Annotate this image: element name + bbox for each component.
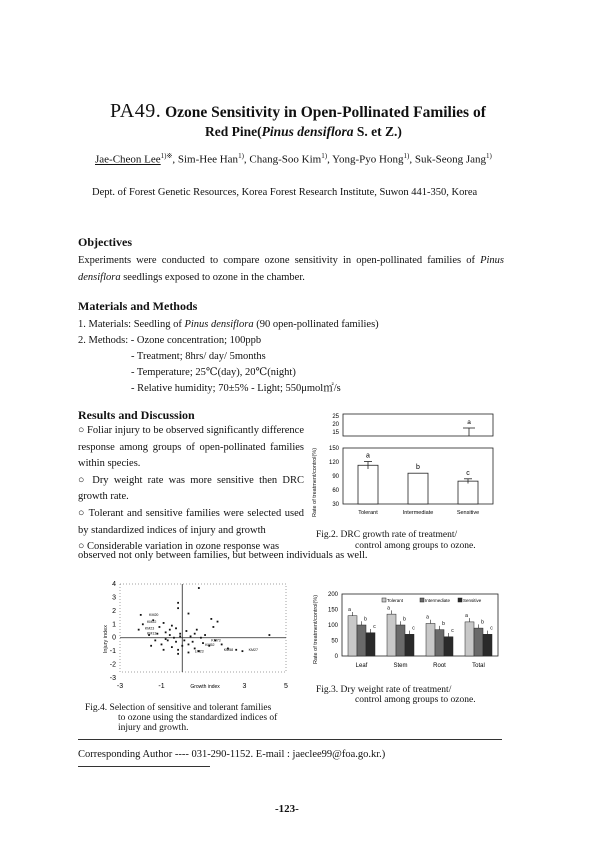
author-2: Sim-Hee Han xyxy=(177,153,239,166)
title-line-2 xyxy=(205,124,402,140)
fig2-letter: a xyxy=(366,452,370,460)
fig4-caption-2: to ozone using the standardized indices of xyxy=(118,713,278,723)
fig4-point xyxy=(177,653,179,655)
fig2-letter: b xyxy=(416,464,420,472)
fig4-point xyxy=(163,649,165,651)
fig2-letter: c xyxy=(466,469,470,477)
methods-species: Pinus densiflora xyxy=(184,319,254,330)
fig4-ytick-label: -3 xyxy=(109,675,116,682)
fig4-xtick-label: -3 xyxy=(116,683,124,690)
fig4-point xyxy=(217,621,219,623)
fig4-caption-3: injury and growth. xyxy=(118,723,189,733)
author-3: Chang-Soo Kim xyxy=(249,153,322,166)
fig3-ytick-label: 0 xyxy=(334,654,338,660)
title-species: Pinus densiflora xyxy=(261,124,354,139)
fig4-point xyxy=(156,633,158,635)
fig2-bar-tolerant xyxy=(358,465,378,504)
fig3-legend-label: Tolerant xyxy=(387,598,404,603)
objectives-text-pre: Experiments were conducted to compare ozone sensitivity in open-pollinated families of xyxy=(78,255,475,266)
fig3-letter: b xyxy=(481,619,484,626)
author-1-sup: 1)※ xyxy=(160,152,173,160)
fig4-point-label: KM20 xyxy=(149,613,159,618)
fig3-legend-swatch xyxy=(382,598,386,602)
methods-heading: Materials and Methods xyxy=(78,299,198,313)
methods-line-2: 2. Methods: - Ozone concentration; 100ppb xyxy=(78,335,262,346)
author-5: Suk-Seong Jang xyxy=(414,153,487,166)
fig4-point xyxy=(210,618,212,620)
fig4-point xyxy=(167,640,169,642)
fig3-letter: c xyxy=(373,624,376,631)
fig4-point xyxy=(169,634,171,636)
fig4-point xyxy=(169,629,171,631)
fig3-xtick-label: Stem xyxy=(393,663,408,669)
fig4-chart xyxy=(96,580,296,690)
fig3-xtick-label: Leaf xyxy=(355,663,368,669)
fig4-point xyxy=(175,627,177,629)
fig2-bar-sensitive xyxy=(458,481,478,504)
fig4-point xyxy=(171,625,173,627)
fig4-point xyxy=(150,645,152,647)
methods-line-5: - Relative humidity; 70±5% - Light; 550μmol㎡/s xyxy=(131,383,341,394)
fig3-bar xyxy=(435,630,444,656)
fig4-point xyxy=(183,640,185,642)
fig4-point xyxy=(204,634,206,636)
objectives-heading: Objectives xyxy=(78,235,132,249)
fig4-point xyxy=(179,633,181,635)
fig3-letter: a xyxy=(426,614,429,621)
fig3-chart xyxy=(310,588,500,680)
footer-rule xyxy=(78,739,502,740)
fig3-xtick-label: Root xyxy=(433,663,446,669)
abstract-code: PA49. xyxy=(110,100,162,122)
fig4-point xyxy=(190,635,192,637)
fig4-point-label: KM52 xyxy=(205,642,215,647)
fig4-point xyxy=(181,645,183,647)
fig4-ytick-label: 0 xyxy=(112,634,116,642)
page-number: -123- xyxy=(275,803,299,815)
fig4-point xyxy=(173,637,175,639)
fig4-ytick-label: 2 xyxy=(112,607,116,615)
fig4-point xyxy=(192,641,194,643)
fig3-bar xyxy=(426,623,435,656)
fig4-point xyxy=(194,633,196,635)
results-bullet-4a: ○ Considerable variation in ozone response was xyxy=(78,541,280,553)
fig4-ytick-label: 1 xyxy=(112,621,116,629)
footer-rule-short xyxy=(78,766,210,767)
fig3-legend-swatch xyxy=(420,598,424,602)
fig3-letter: b xyxy=(364,616,367,623)
fig3-letter: a xyxy=(465,613,468,620)
fig4-point xyxy=(198,587,200,589)
title-line-1: Ozone Sensitivity in Open-Pollinated Families of xyxy=(165,104,486,121)
fig4-point xyxy=(179,635,181,637)
fig3-letter: b xyxy=(403,616,406,623)
fig3-letter: a xyxy=(348,606,351,613)
affiliation: Dept. of Forest Genetic Resources, Korea Forest Research Institute, Suwon 441-350, Korea xyxy=(92,187,478,198)
fig4-point xyxy=(188,652,190,654)
fig4-point xyxy=(177,607,179,609)
fig4-point xyxy=(242,650,244,652)
fig2-bar-intermediate xyxy=(408,473,428,504)
fig3-ytick-label: 200 xyxy=(327,592,338,598)
fig4-point xyxy=(171,646,173,648)
author-list: Jae-Cheon Lee$^{1)※}$, Sim-Hee Han$^{1)}$, Chang-Soo Kim$^{1)}$, Yong-Pyo Hong$^{1)}$, Suk-Seong Jang$^{1)}$ xyxy=(95,152,492,166)
methods-line1-pre: 1. Materials: Seedling of xyxy=(78,319,182,330)
fig4-point xyxy=(177,649,179,651)
fig3-legend-swatch xyxy=(458,598,462,602)
fig4-point-label: KM23 xyxy=(144,626,155,631)
methods-line1-post: (90 open-pollinated families) xyxy=(256,319,379,330)
author-2-sup: 1) xyxy=(238,152,244,160)
fig4-point-label: KM13 xyxy=(146,631,157,636)
fig4-point xyxy=(154,640,156,642)
fig3-letter: c xyxy=(490,625,493,632)
fig3-bar xyxy=(444,637,453,656)
fig3-legend-label: Sensitive xyxy=(463,598,482,603)
fig3-bar xyxy=(474,628,483,656)
title-line-2-post: S. et Z.) xyxy=(353,124,402,139)
fig4-point-label: KM22 xyxy=(146,619,157,624)
fig4-point-label: KM27 xyxy=(248,648,259,653)
fig2-upper-tick: 15 xyxy=(332,430,339,436)
objectives-text xyxy=(78,252,504,286)
fig3-letter: c xyxy=(412,625,415,632)
fig4-point xyxy=(235,649,237,651)
fig4-point xyxy=(159,626,161,628)
author-5-sup: 1) xyxy=(486,152,492,160)
methods-line-3: - Treatment; 8hrs/ day/ 5months xyxy=(131,351,266,362)
fig2-upper-letter: a xyxy=(467,419,471,426)
fig4-point-label: KM73 xyxy=(211,638,221,643)
fig3-letter: c xyxy=(451,628,454,635)
paper-title xyxy=(110,100,486,123)
fig4-ytick-label: -2 xyxy=(109,661,116,669)
fig4-xlabel: Growth index xyxy=(190,684,220,690)
fig4-point xyxy=(269,634,271,636)
fig3-letter: a xyxy=(387,605,390,612)
fig4-point xyxy=(221,644,223,646)
fig4-ytick-label: 3 xyxy=(112,594,116,602)
fig4-point xyxy=(202,642,204,644)
fig3-letter: b xyxy=(442,620,445,627)
fig2-upper-tick: 20 xyxy=(332,422,339,428)
fig2-ylabel: Rate of treatment/control(%) xyxy=(312,447,318,517)
fig4-point xyxy=(140,614,142,616)
fig3-bar xyxy=(465,622,474,656)
fig3-caption-2: control among groups to ozone. xyxy=(355,695,476,705)
fig4-point xyxy=(188,644,190,646)
objectives-text-post: seedlings exposed to ozone in the chamber. xyxy=(123,272,305,283)
fig4-xtick-label: -1 xyxy=(158,683,165,690)
fig3-xtick-label: Total xyxy=(472,663,485,669)
fig3-legend-label: Intermediate xyxy=(425,598,451,603)
results-bullet-1: ○ Foliar injury to be observed significantly difference response among groups of open-pollinated families within species. xyxy=(78,425,304,470)
fig2-chart xyxy=(310,408,505,524)
fig3-ytick-label: 100 xyxy=(327,623,338,629)
fig4-caption-1: Fig.4. Selection of sensitive and tolerant families xyxy=(85,703,272,713)
fig3-ylabel: Rate of treatment/control(%) xyxy=(313,594,319,664)
fig3-bar xyxy=(387,614,396,656)
author-4-sup: 1) xyxy=(403,152,410,160)
corresponding-author: Corresponding Author ---- 031-290-1152. E-mail : jaeclee99@foa.go.kr.) xyxy=(78,749,386,760)
fig2-ytick-label: 30 xyxy=(332,502,339,508)
fig4-xtick-label: 5 xyxy=(284,683,288,690)
fig3-bar xyxy=(405,634,414,656)
author-4: Yong-Pyo Hong xyxy=(332,153,404,166)
fig3-bar xyxy=(348,616,357,656)
fig4-point xyxy=(138,629,140,631)
fig2-ytick-label: 120 xyxy=(328,460,339,466)
results-bullets xyxy=(78,423,304,556)
fig4-point xyxy=(186,630,188,632)
fig2-ytick-label: 60 xyxy=(332,488,339,494)
fig2-xtick-label: Tolerant xyxy=(358,510,378,516)
fig4-point xyxy=(196,629,198,631)
results-bullet-3: ○ Tolerant and sensitive families were selected used by standardized indices of injury and growth xyxy=(78,507,304,536)
fig4-point xyxy=(163,622,165,624)
fig2-xtick-label: Sensitive xyxy=(456,510,480,516)
fig4-ytick-label: 4 xyxy=(112,581,116,588)
fig4-ylabel: Injury index xyxy=(103,625,109,654)
fig3-caption-1: Fig.3. Dry weight rate of treatment/ xyxy=(316,685,452,695)
results-bullet-2: ○ Dry weight rate was more sensitive then DRC growth rate. xyxy=(78,474,304,503)
fig4-point-label: LM23 xyxy=(194,649,204,654)
fig2-xtick-label: Intermediate xyxy=(402,510,434,516)
fig3-bar xyxy=(483,634,492,656)
fig3-bar xyxy=(396,625,405,656)
methods-materials xyxy=(78,316,508,333)
fig4-point xyxy=(165,638,167,640)
author-3-sup: 1) xyxy=(321,152,328,160)
fig4-ytick-label: -1 xyxy=(109,648,116,656)
fig2-upper-tick: 25 xyxy=(332,414,339,420)
fig4-point xyxy=(161,644,163,646)
fig3-bar xyxy=(357,625,366,656)
fig4-point-label: KM58 xyxy=(223,648,234,653)
fig3-ytick-label: 150 xyxy=(327,607,338,614)
fig2-ytick-label: 150 xyxy=(328,446,339,452)
fig4-point xyxy=(177,602,179,604)
fig4-point xyxy=(212,626,214,628)
author-1: Jae-Cheon Lee xyxy=(95,153,161,166)
fig4-point xyxy=(175,641,177,643)
fig4-point xyxy=(188,613,190,615)
fig4-xtick-label: 3 xyxy=(242,683,247,690)
fig3-ytick-label: 50 xyxy=(331,638,338,645)
fig4-point xyxy=(200,637,202,639)
objectives-species: Pinus densiflora xyxy=(78,255,505,283)
fig2-caption-2: control among groups to ozone. xyxy=(355,541,476,551)
fig2-caption-1: Fig.2. DRC growth rate of treatment/ xyxy=(316,530,458,540)
methods-line-4: - Temperature; 25℃(day), 20℃(night) xyxy=(131,367,296,378)
fig3-bar xyxy=(366,633,375,656)
fig2-ytick-label: 90 xyxy=(332,474,339,480)
results-bullet-4b: observed not only between families, but between individuals as well. xyxy=(78,550,368,561)
fig4-point xyxy=(165,631,167,633)
title-line-2-pre: Red Pine( xyxy=(205,124,262,139)
fig4-point xyxy=(142,623,144,625)
results-heading: Results and Discussion xyxy=(78,408,195,422)
